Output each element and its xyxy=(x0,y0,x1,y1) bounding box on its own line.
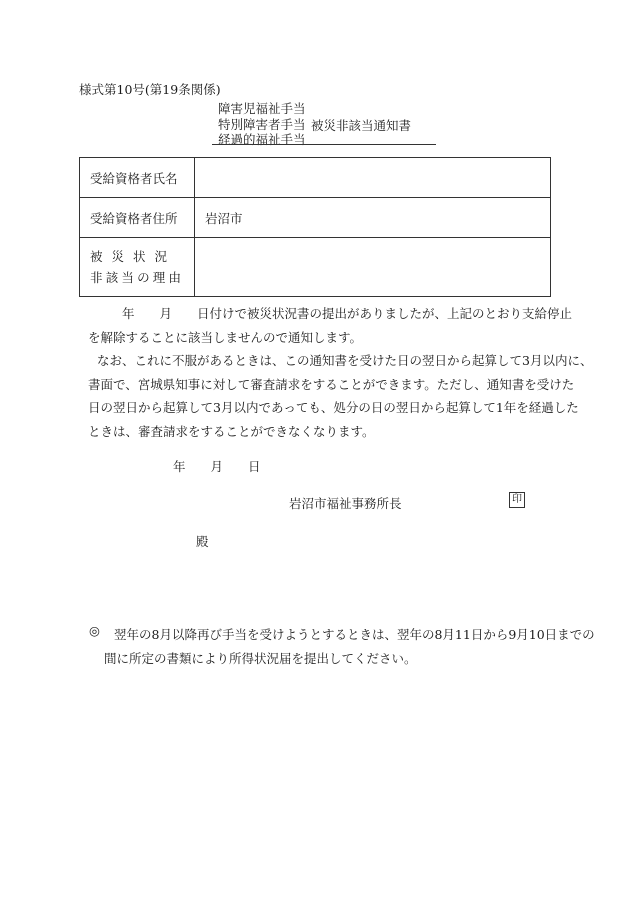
name-value[interactable] xyxy=(195,158,551,198)
form-number: 様式第10号(第19条関係) xyxy=(79,82,221,97)
name-label: 受給資格者氏名 xyxy=(80,158,195,198)
note-text xyxy=(104,623,595,671)
note-line1: 翌年の8月以降再び手当を受けようとするときは、翌年の8月11日から9月10日までの xyxy=(114,627,595,642)
note-mark-icon: ◎ xyxy=(89,623,100,638)
body-p2-line3: 日の翌日から起算して3月以内であっても、処分の日の翌日から起算して1年を経過した xyxy=(88,400,579,415)
body-p1-line2: を解除することに該当しませんので通知します。 xyxy=(88,329,363,345)
table-row-address xyxy=(80,198,551,238)
title-notice-name: 被災非該当通知書 xyxy=(311,118,412,133)
title-allowance-list xyxy=(218,101,306,148)
office-name: 岩沼市福祉事務所長 xyxy=(289,496,402,511)
notice-body xyxy=(88,302,593,443)
title-underline xyxy=(212,144,436,145)
seal-stamp-box: 印 xyxy=(509,492,525,508)
address-label: 受給資格者住所 xyxy=(80,198,195,238)
body-p2-line1: なお、これに不服があるときは、この通知書を受けた日の翌日から起算して3月以内に、 xyxy=(97,353,593,368)
title-allowance-3: 経過的福祉手当 xyxy=(218,132,306,147)
title-allowance-2: 特別障害者手当 xyxy=(218,116,306,132)
table-row-name xyxy=(80,158,551,198)
issue-date: 年 月 日 xyxy=(173,459,261,474)
body-p1-line1: 年 月 日付けで被災状況書の提出がありましたが、上記のとおり支給停止 xyxy=(122,306,573,321)
body-p2-line2: 書面で、宮城県知事に対して審査請求をすることができます。ただし、通知書を受けた xyxy=(88,376,575,392)
recipient-info-table xyxy=(79,157,551,297)
reason-label xyxy=(80,238,195,297)
note-line2: 間に所定の書類により所得状況届を提出してください。 xyxy=(104,651,417,666)
reason-value[interactable] xyxy=(195,238,551,297)
table-row-reason xyxy=(80,238,551,297)
address-value[interactable]: 岩沼市 xyxy=(195,198,551,238)
addressee-honorific: 殿 xyxy=(196,534,209,549)
reason-label-line1: 被災状況 xyxy=(90,249,177,264)
title-allowance-1: 障害児福祉手当 xyxy=(218,101,306,116)
body-p2-line4: ときは、審査請求をすることができなくなります。 xyxy=(88,423,375,439)
reason-label-line2: 非該当の理由 xyxy=(90,270,185,285)
